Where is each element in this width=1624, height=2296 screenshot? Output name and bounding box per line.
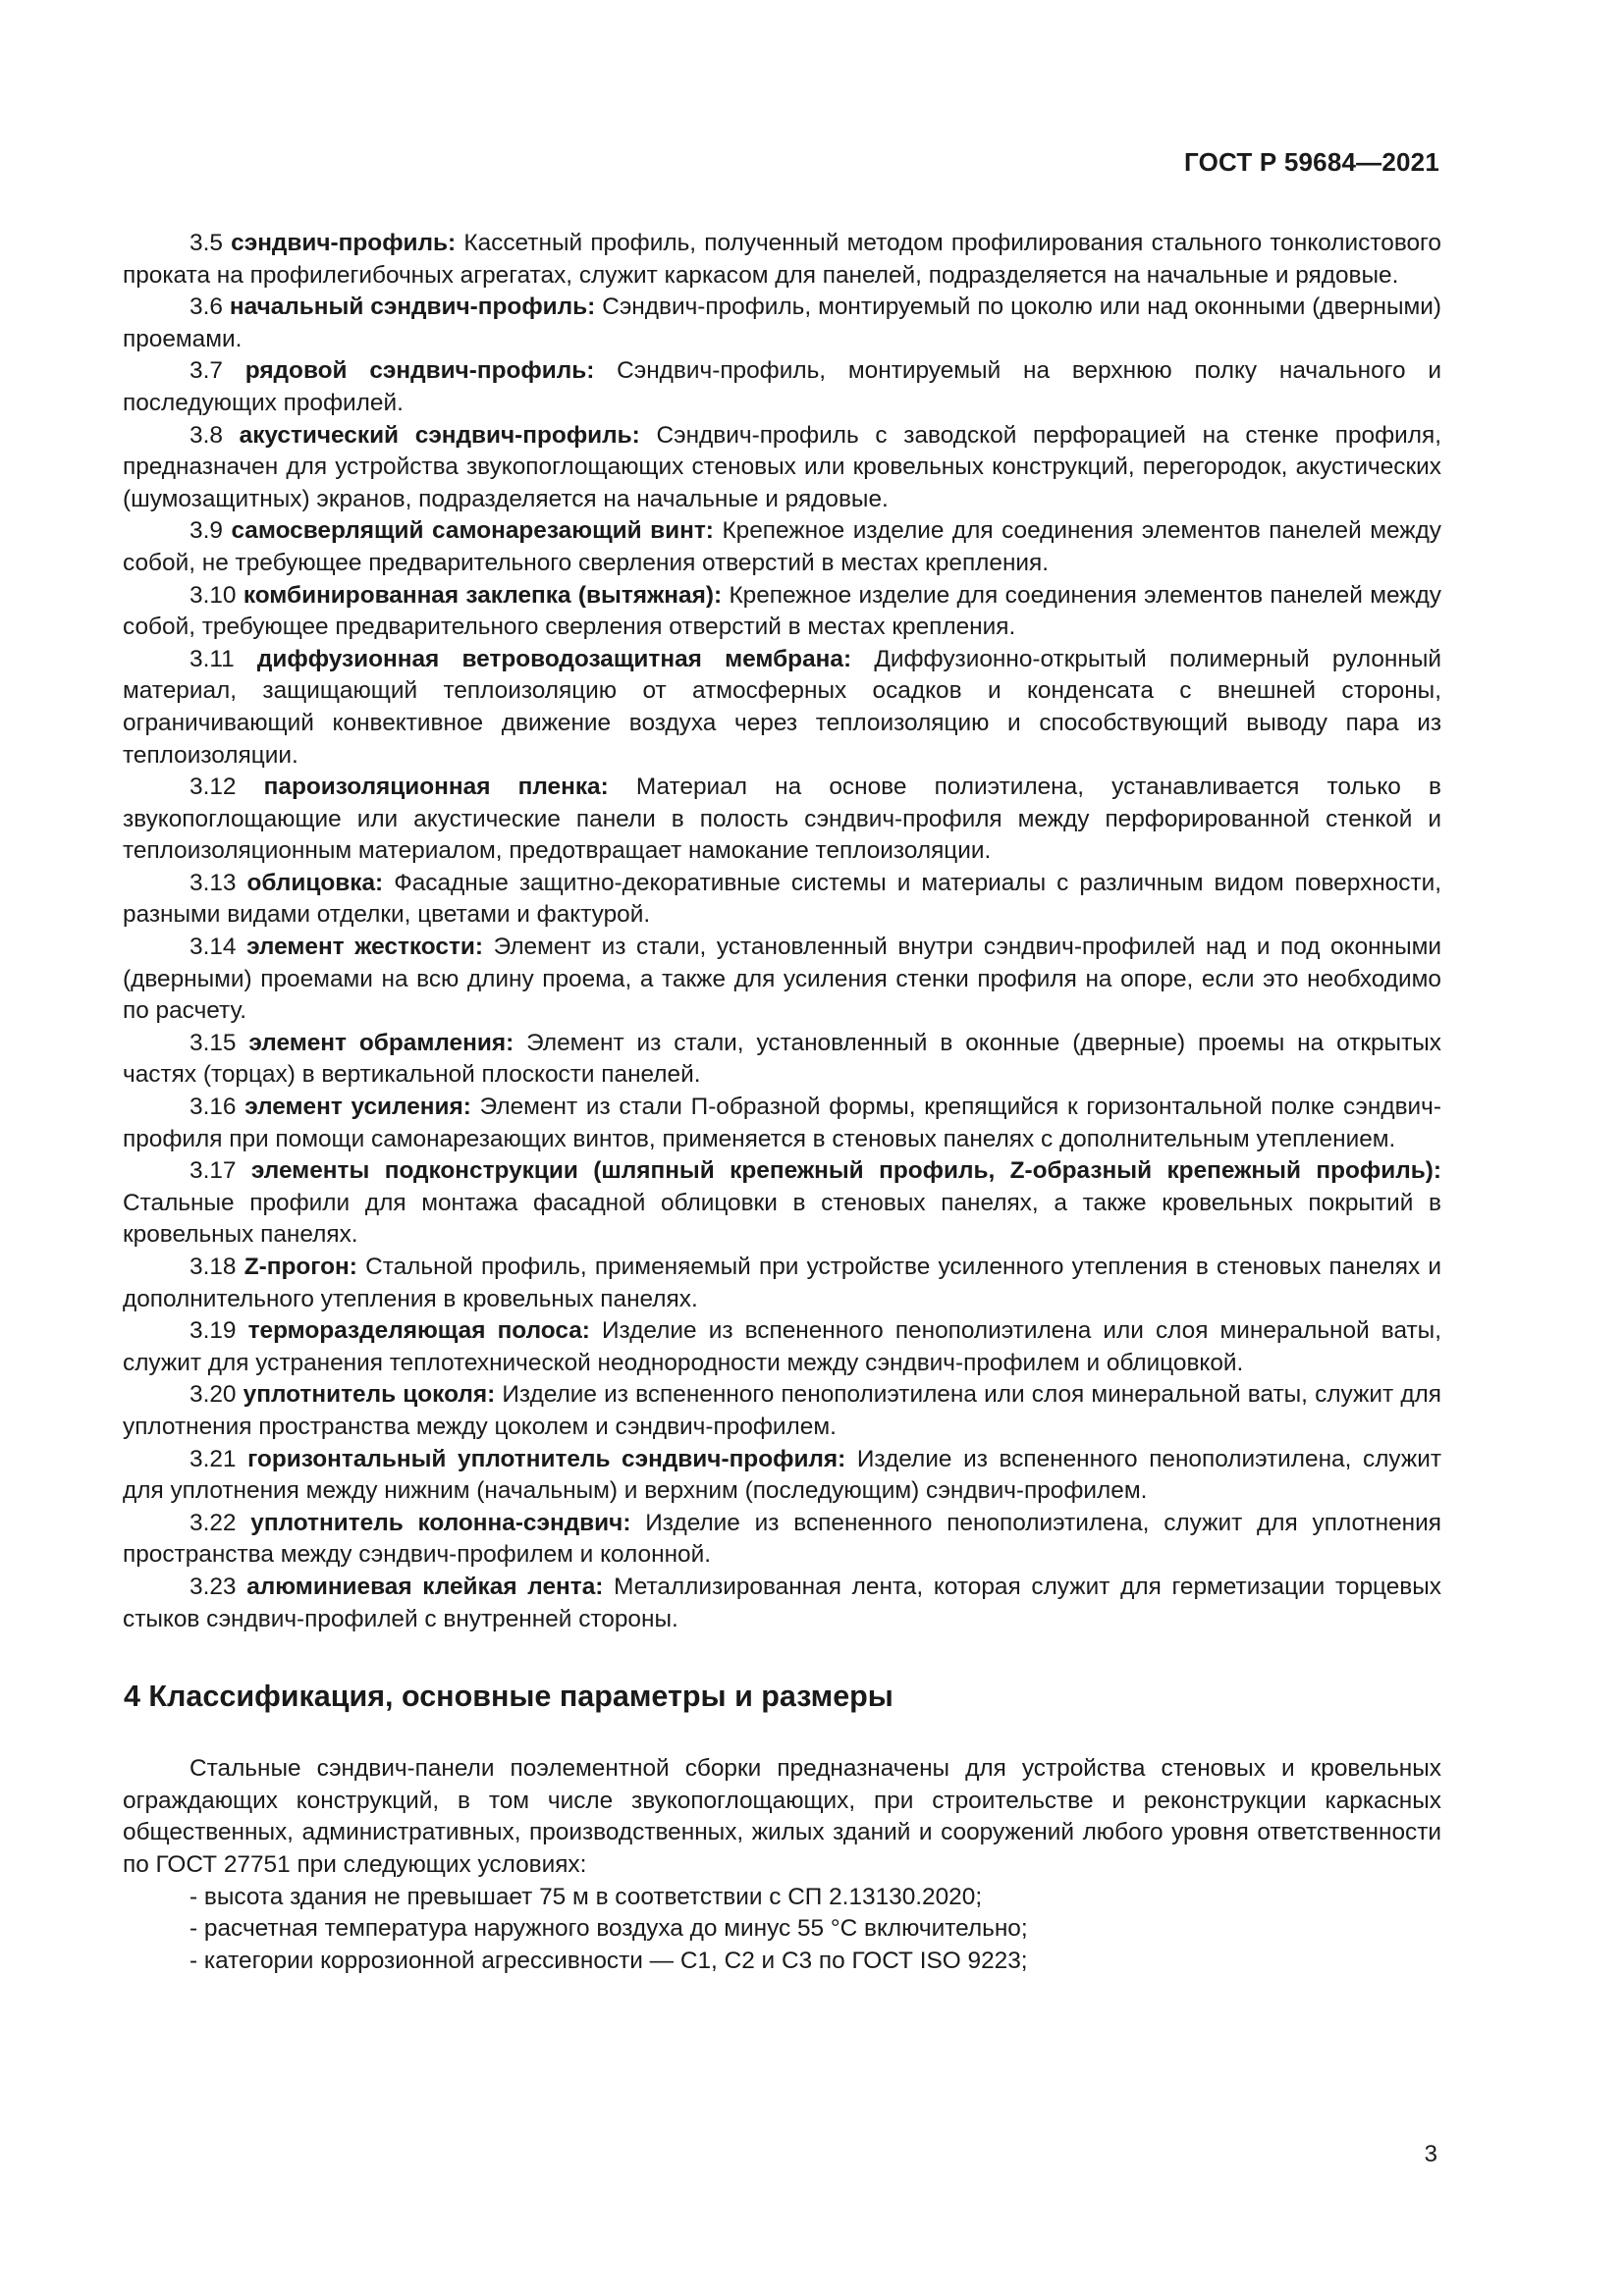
definition-paragraph (123, 515, 1441, 579)
definition-number: 3.11 (189, 645, 235, 672)
definition-paragraph (123, 580, 1441, 644)
definition-text: Стальной профиль, применяемый при устройстве усиленного утепления в стеновых панелях и дополнительного утепления в кровельных панелях. (123, 1254, 1442, 1312)
definition-text: Изделие из вспененного пенополиэтилена, служит для уплотнения пространства между сэндвич-профилем и колонной. (123, 1509, 1441, 1569)
definition-number: 3.21 (189, 1445, 237, 1472)
section-4-intro: Стальные сэндвич-панели поэлементной сборки предназначены для устройства стеновых и кровельных ограждающих конструкций, в том числе звукопоглощающих, при строительстве и реконструкции каркасных общественных, административных, производственных, жилых зданий и сооружений любого уровня ответственности по ГОСТ 27751 при следующих условиях: (123, 1755, 1441, 1878)
definition-text: Сэндвич-профиль, монтируемый по цоколю или над оконными (дверными) проемами. (123, 294, 1441, 352)
definition-term: уплотнитель колонна-сэндвич: (250, 1509, 631, 1536)
definition-term: акустический сэндвич-профиль: (239, 421, 640, 449)
definition-text: Изделие из вспененного пенополиэтилена или слоя минеральной ваты, служит для уплотнения пространства между цоколем и сэндвич-профилем. (123, 1381, 1441, 1440)
definition-text: Крепежное изделие для соединения элементов панелей между собой, требующее предварительного сверления отверстий в местах крепления. (123, 581, 1441, 641)
definition-paragraph (123, 932, 1441, 1028)
definition-term: сэндвич-профиль: (231, 230, 457, 256)
definition-number: 3.18 (189, 1254, 237, 1280)
definition-paragraph (123, 644, 1441, 772)
definition-number: 3.5 (189, 230, 223, 256)
definition-term: самосверлящий самонарезающий винт: (231, 517, 714, 545)
definition-text: Диффузионно-открытый полимерный рулонный материал, защищающий теплоизоляцию от атмосферных осадков и конденсата с внешней стороны, ограничивающий конвективное движение воздуха через теплоизоляцию и способствующий выводу пара из теплоизоляции. (123, 645, 1441, 769)
condition-list-item: - расчетная температура наружного воздуха до минус 55 °С включительно; (189, 1915, 1028, 1943)
definition-paragraph (123, 772, 1441, 868)
definition-number: 3.19 (189, 1317, 237, 1345)
definition-paragraph (123, 1155, 1441, 1252)
definition-term: начальный сэндвич-профиль: (229, 294, 596, 321)
condition-list-item: - высота здания не превышает 75 м в соответствии с СП 2.13130.2020; (189, 1883, 983, 1910)
definition-term: рядовой сэндвич-профиль: (244, 357, 595, 385)
definition-text: Сэндвич-профиль, монтируемый на верхнюю полку начального и последующих профилей. (123, 357, 1442, 416)
definition-text: Элемент из стали, установленный внутри сэндвич-профилей над и под оконными (дверными) проемами на всю длину проема, а также для усиления стенки профиля на опоре, если это необходимо по расчету. (123, 934, 1441, 1025)
definition-paragraph (123, 292, 1441, 355)
definition-text: Сэндвич-профиль с заводской перфорацией на стенке профиля, предназначен для устройства звукопоглощающих стеновых или кровельных конструкций, перегородок, акустических (шумозащитных) экранов, подразделяется на начальные и рядовые. (123, 421, 1442, 512)
definition-paragraph (123, 1379, 1441, 1443)
definition-text: Фасадные защитно-декоративные системы и материалы с различным видом поверхности, разными видами отделки, цветами и фактурой. (123, 869, 1441, 929)
definition-number: 3.12 (189, 774, 237, 801)
definition-paragraph (123, 1444, 1441, 1508)
definition-paragraph (123, 355, 1441, 419)
definition-term: терморазделяющая полоса: (247, 1317, 590, 1345)
conditions-list (123, 1882, 1441, 1978)
definition-number: 3.6 (189, 294, 223, 321)
definition-term: пароизоляционная пленка: (263, 774, 609, 801)
definition-number: 3.15 (189, 1029, 237, 1056)
definition-text: Кассетный профиль, полученный методом профилирования стального тонколистового проката на профилегибочных агрегатах, служит каркасом для панелей, подразделяется на начальные и рядовые. (123, 230, 1441, 289)
definition-number: 3.14 (189, 934, 237, 961)
definition-term: горизонтальный уплотнитель сэндвич-профиля: (247, 1445, 846, 1472)
definition-term: Z-прогон: (244, 1254, 357, 1280)
document-body (123, 228, 1441, 1977)
definition-term: облицовка: (246, 869, 384, 896)
definition-number: 3.9 (189, 517, 223, 545)
definition-term: элемент обрамления: (248, 1029, 514, 1056)
definition-number: 3.22 (189, 1509, 237, 1536)
definition-term: элемент усиления: (244, 1094, 471, 1121)
definition-number: 3.20 (189, 1381, 237, 1409)
definition-number: 3.7 (189, 357, 223, 385)
definition-text: Стальные профили для монтажа фасадной облицовки в стеновых панелях, а также кровельных покрытий в кровельных панелях. (123, 1189, 1441, 1249)
definition-paragraph (123, 1508, 1441, 1572)
definition-text: Металлизированная лента, которая служит для герметизации торцевых стыков сэндвич-профилей с внутренней стороны. (123, 1573, 1441, 1632)
definition-term: элемент жесткости: (246, 934, 484, 961)
definition-number: 3.13 (189, 869, 237, 896)
definition-text: Элемент из стали П-образной формы, крепящийся к горизонтальной полке сэндвич-профиля при помощи самонарезающих винтов, применяется в стеновых панелях с дополнительным утеплением. (123, 1094, 1441, 1152)
definition-text: Материал на основе полиэтилена, устанавливается только в звукопоглощающие или акустические панели в полость сэндвич-профиля между перфорированной стенкой и теплоизоляционным материалом, предотвращает намокание теплоизоляции. (123, 774, 1442, 865)
definition-term: алюминиевая клейкая лента: (246, 1573, 604, 1600)
definition-paragraph (123, 1028, 1441, 1092)
definition-paragraph (123, 1315, 1441, 1379)
definition-paragraph (123, 868, 1441, 932)
definition-paragraph (123, 1572, 1441, 1635)
definition-text: Изделие из вспененного пенополиэтилена, служит для уплотнения между нижним (начальным) и верхним (последующим) сэндвич-профилем. (123, 1445, 1442, 1505)
definitions-list (123, 228, 1441, 1635)
definition-text: Крепежное изделие для соединения элементов панелей между собой, не требующее предварительного сверления отверстий в местах крепления. (123, 517, 1442, 576)
definition-paragraph (123, 420, 1441, 516)
definition-number: 3.10 (189, 581, 237, 609)
definition-term: элементы подконструкции (шляпный крепежный профиль, Z-образный крепежный профиль): (250, 1157, 1441, 1185)
definition-number: 3.16 (189, 1094, 237, 1121)
page-number: 3 (1424, 2141, 1437, 2167)
document-header-id: ГОСТ Р 59684—2021 (1184, 147, 1439, 177)
definition-term: комбинированная заклепка (вытяжная): (243, 581, 723, 609)
definition-number: 3.8 (189, 421, 223, 449)
section-4-title: 4 Классификация, основные параметры и размеры (124, 1680, 893, 1714)
definition-term: уплотнитель цоколя: (243, 1381, 496, 1409)
definition-number: 3.23 (189, 1573, 237, 1600)
condition-list-item: - категории коррозионной агрессивности — С1, С2 и С3 по ГОСТ ISO 9223; (189, 1947, 1028, 1974)
definition-number: 3.17 (189, 1157, 237, 1185)
definition-text: Элемент из стали, установленный в оконные (дверные) проемы на открытых частях (торцах) в вертикальной плоскости панелей. (123, 1029, 1441, 1089)
definition-paragraph (123, 1092, 1441, 1155)
definition-text: Изделие из вспененного пенополиэтилена или слоя минеральной ваты, служит для устранения теплотехнической неоднородности между сэндвич-профилем и облицовкой. (123, 1317, 1441, 1376)
definition-paragraph (123, 1252, 1441, 1315)
definition-term: диффузионная ветроводозащитная мембрана: (256, 645, 852, 672)
definition-paragraph (123, 228, 1441, 292)
